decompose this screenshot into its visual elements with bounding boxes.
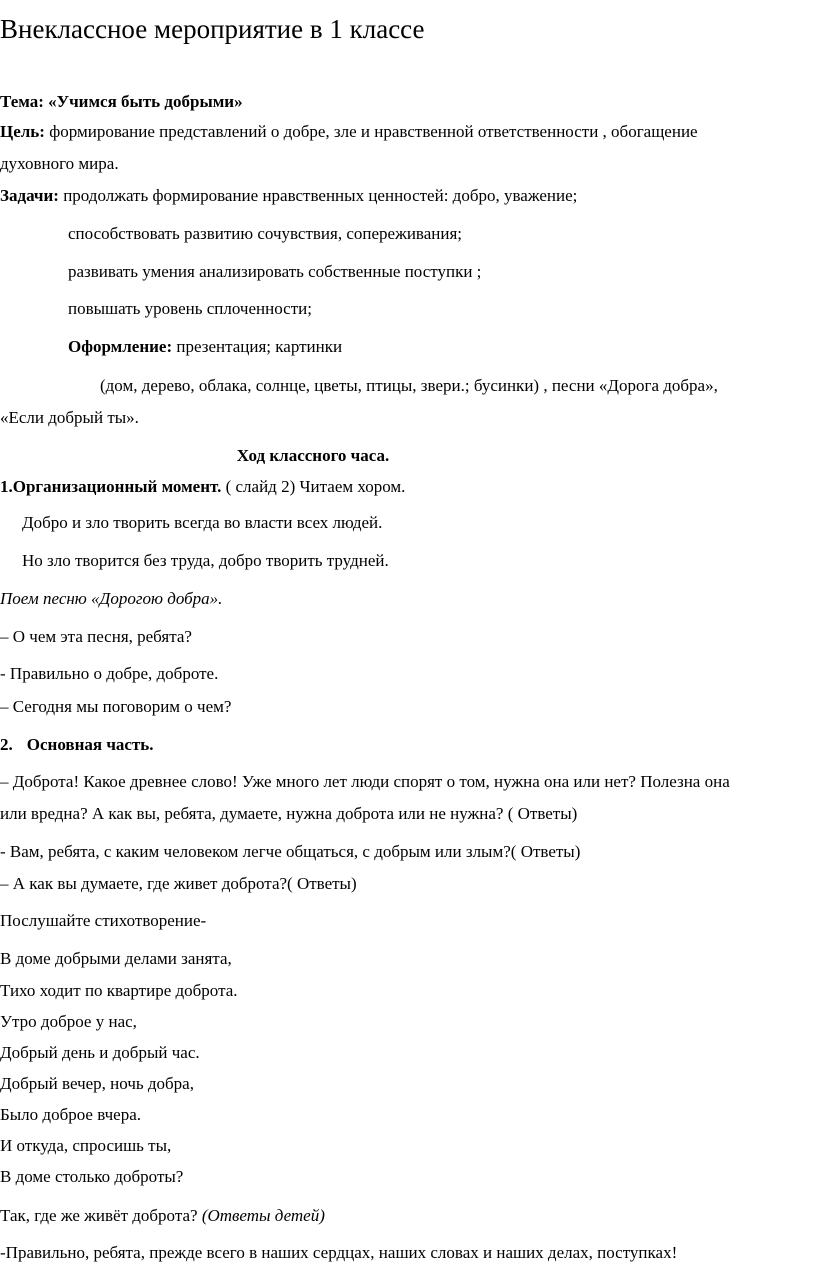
goal-line [0,122,698,142]
where-question: Так, где же живёт доброта? [0,1206,202,1225]
poem-line: Утро доброе у нас, [0,1012,137,1031]
final-line: -Правильно, ребята, прежде всего в наших сердцах, наших словах и наших делах, поступках! [0,1243,678,1262]
poem-line: И откуда, спросишь ты, [0,1136,172,1155]
paragraph-line: – Доброта! Какое древнее слово! Уже много лет люди спорят о том, нужна она или нет? Полезна она [0,772,730,791]
goal-text: формирование представлений о добре, зле и нравственной ответственности , обогащение [44,122,698,141]
tasks-text: продолжать формирование нравственных ценностей: добро, уважение; [58,186,578,205]
dialog-line: – Сегодня мы поговорим о чем? [0,697,232,716]
poem-line: Добрый день и добрый час. [0,1043,200,1062]
poem-line: В доме столько доброты? [0,1167,184,1186]
topic-line: Тема: «Учимся быть добрыми» [0,92,243,111]
tasks-line [0,186,577,206]
design-label: Оформление: [68,337,173,356]
question-line: - Вам, ребята, с каким человеком легче общаться, с добрым или злым?( Ответы) [0,842,581,861]
poem-line: В доме добрыми делами занята, [0,949,232,968]
section1-heading: 1.Организационный момент. [0,477,222,496]
section2-number: 2. [0,735,13,754]
section1-rest: ( слайд 2) Читаем хором. [221,477,406,496]
question-line: – А как вы думаете, где живет доброта?( Ответы) [0,874,357,893]
dialog-line: - Правильно о добре, доброте. [0,664,219,683]
poem-line: Было доброе вчера. [0,1105,141,1124]
dialog-line: – О чем эта песня, ребята? [0,627,192,646]
design-text: презентация; картинки [172,337,343,356]
paragraph-line: или вредна? А как вы, ребята, думаете, нужна доброта или не нужна? ( Ответы) [0,804,578,823]
goal-label: Цель: [0,122,45,141]
poem-line: Добрый вечер, ночь добра, [0,1074,194,1093]
design-line-2: (дом, дерево, облака, солнце, цветы, птицы, звери.; бусинки) , песни «Дорога добра», [100,376,718,395]
section2-heading-line [0,735,154,755]
task-item: повышать уровень сплоченности; [68,299,312,318]
poem-line: Тихо ходит по квартире доброта. [0,981,238,1000]
goal-line-2: духовного мира. [0,154,119,173]
tasks-label: Задачи: [0,186,59,205]
task-item: способствовать развитию сочувствия, сопереживания; [68,224,463,243]
task-item: развивать умения анализировать собственные поступки ; [68,262,482,281]
design-line [68,337,342,357]
verse-line: Добро и зло творить всегда во власти всех людей. [22,513,383,532]
where-note: (Ответы детей) [201,1206,325,1225]
where-line [0,1206,325,1226]
listen-line: Послушайте стихотворение- [0,911,207,930]
course-heading: Ход классного часа. [236,446,390,465]
section2-heading: Основная часть. [26,735,154,754]
song-note: Поем песню «Дорогою добра». [0,589,223,608]
document-title: Внеклассное мероприятие в 1 классе [0,14,425,44]
design-line-3: «Если добрый ты». [0,408,139,427]
verse-line: Но зло творится без труда, добро творить трудней. [22,551,389,570]
section1-heading-line [0,477,405,497]
